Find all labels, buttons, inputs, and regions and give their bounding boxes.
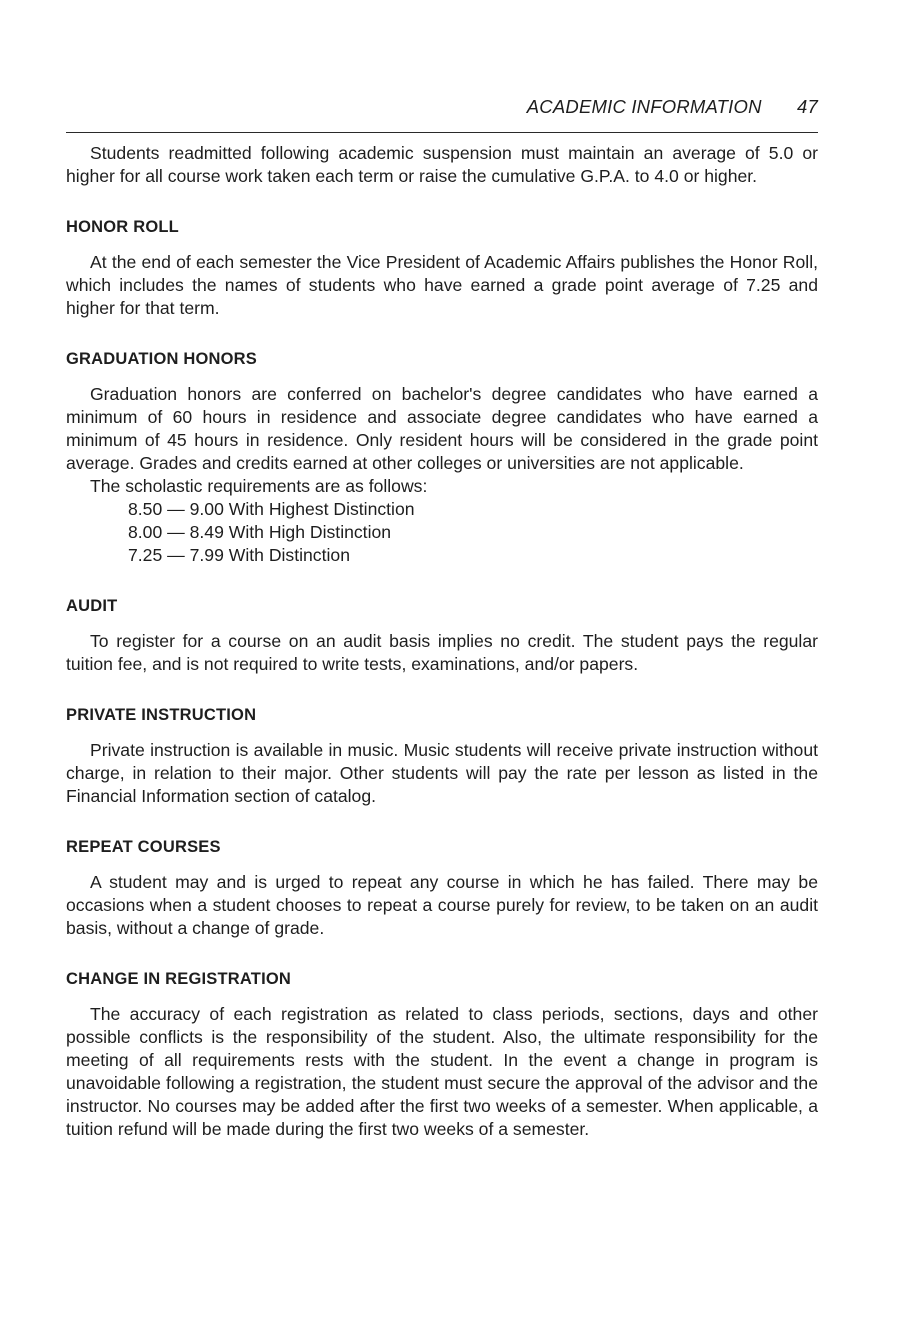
graduation-honors-paragraph: Graduation honors are conferred on bachelor's degree candidates who have earned a minimum of 60 hours in residence and associate degree candidates who have earned a minimum of 45 hours in residence. Only resident hours will be considered in the grade point average. Grades and credits earned at other colleges or universities are not applicable. bbox=[66, 384, 818, 473]
honor-roll-paragraph: At the end of each semester the Vice President of Academic Affairs publishes the Honor Roll, which includes the names of students who have earned a grade point average of 7.25 and higher for that term. bbox=[66, 252, 818, 318]
header-rule bbox=[66, 132, 818, 133]
requirements-intro: The scholastic requirements are as follows: bbox=[90, 476, 428, 496]
honor-roll-heading: HONOR ROLL bbox=[66, 218, 179, 236]
requirement-high: 8.00 — 8.49 With High Distinction bbox=[128, 522, 392, 542]
change-in-registration-paragraph: The accuracy of each registration as related to class periods, sections, days and other possible conflicts is the responsibility of the student. Also, the ultimate responsibility for the meeting of all requirements rests with the student. In the event a change in program is unavoidable following a registration, the student must secure the approval of the advisor and the instructor. No courses may be added after the first two weeks of a semester. When applicable, a tuition refund will be made during the first two weeks of a semester. bbox=[66, 1004, 818, 1139]
running-head bbox=[527, 96, 818, 118]
change-in-registration-heading: CHANGE IN REGISTRATION bbox=[66, 970, 292, 988]
audit-heading: AUDIT bbox=[66, 597, 118, 615]
graduation-honors-heading: GRADUATION HONORS bbox=[66, 350, 258, 368]
audit-paragraph: To register for a course on an audit basis implies no credit. The student pays the regular tuition fee, and is not required to write tests, examinations, and/or papers. bbox=[66, 631, 818, 674]
repeat-courses-paragraph: A student may and is urged to repeat any course in which he has failed. There may be occasions when a student chooses to repeat a course purely for review, to be taken on an audit basis, without a change of grade. bbox=[66, 872, 818, 938]
running-title: ACADEMIC INFORMATION bbox=[526, 96, 762, 117]
intro-paragraph: Students readmitted following academic suspension must maintain an average of 5.0 or higher for all course work taken each term or raise the cumulative G.P.A. to 4.0 or higher. bbox=[66, 143, 818, 186]
page-number: 47 bbox=[797, 96, 818, 117]
private-instruction-paragraph: Private instruction is available in music. Music students will receive private instruction without charge, in relation to their major. Other students will pay the rate per lesson as listed in the Financial Information section of catalog. bbox=[66, 740, 818, 806]
requirement-distinction: 7.25 — 7.99 With Distinction bbox=[128, 545, 350, 565]
requirement-highest: 8.50 — 9.00 With Highest Distinction bbox=[128, 499, 415, 519]
private-instruction-heading: PRIVATE INSTRUCTION bbox=[66, 706, 257, 724]
repeat-courses-heading: REPEAT COURSES bbox=[66, 838, 221, 856]
requirements-list bbox=[66, 498, 818, 567]
page-content bbox=[66, 142, 818, 1141]
